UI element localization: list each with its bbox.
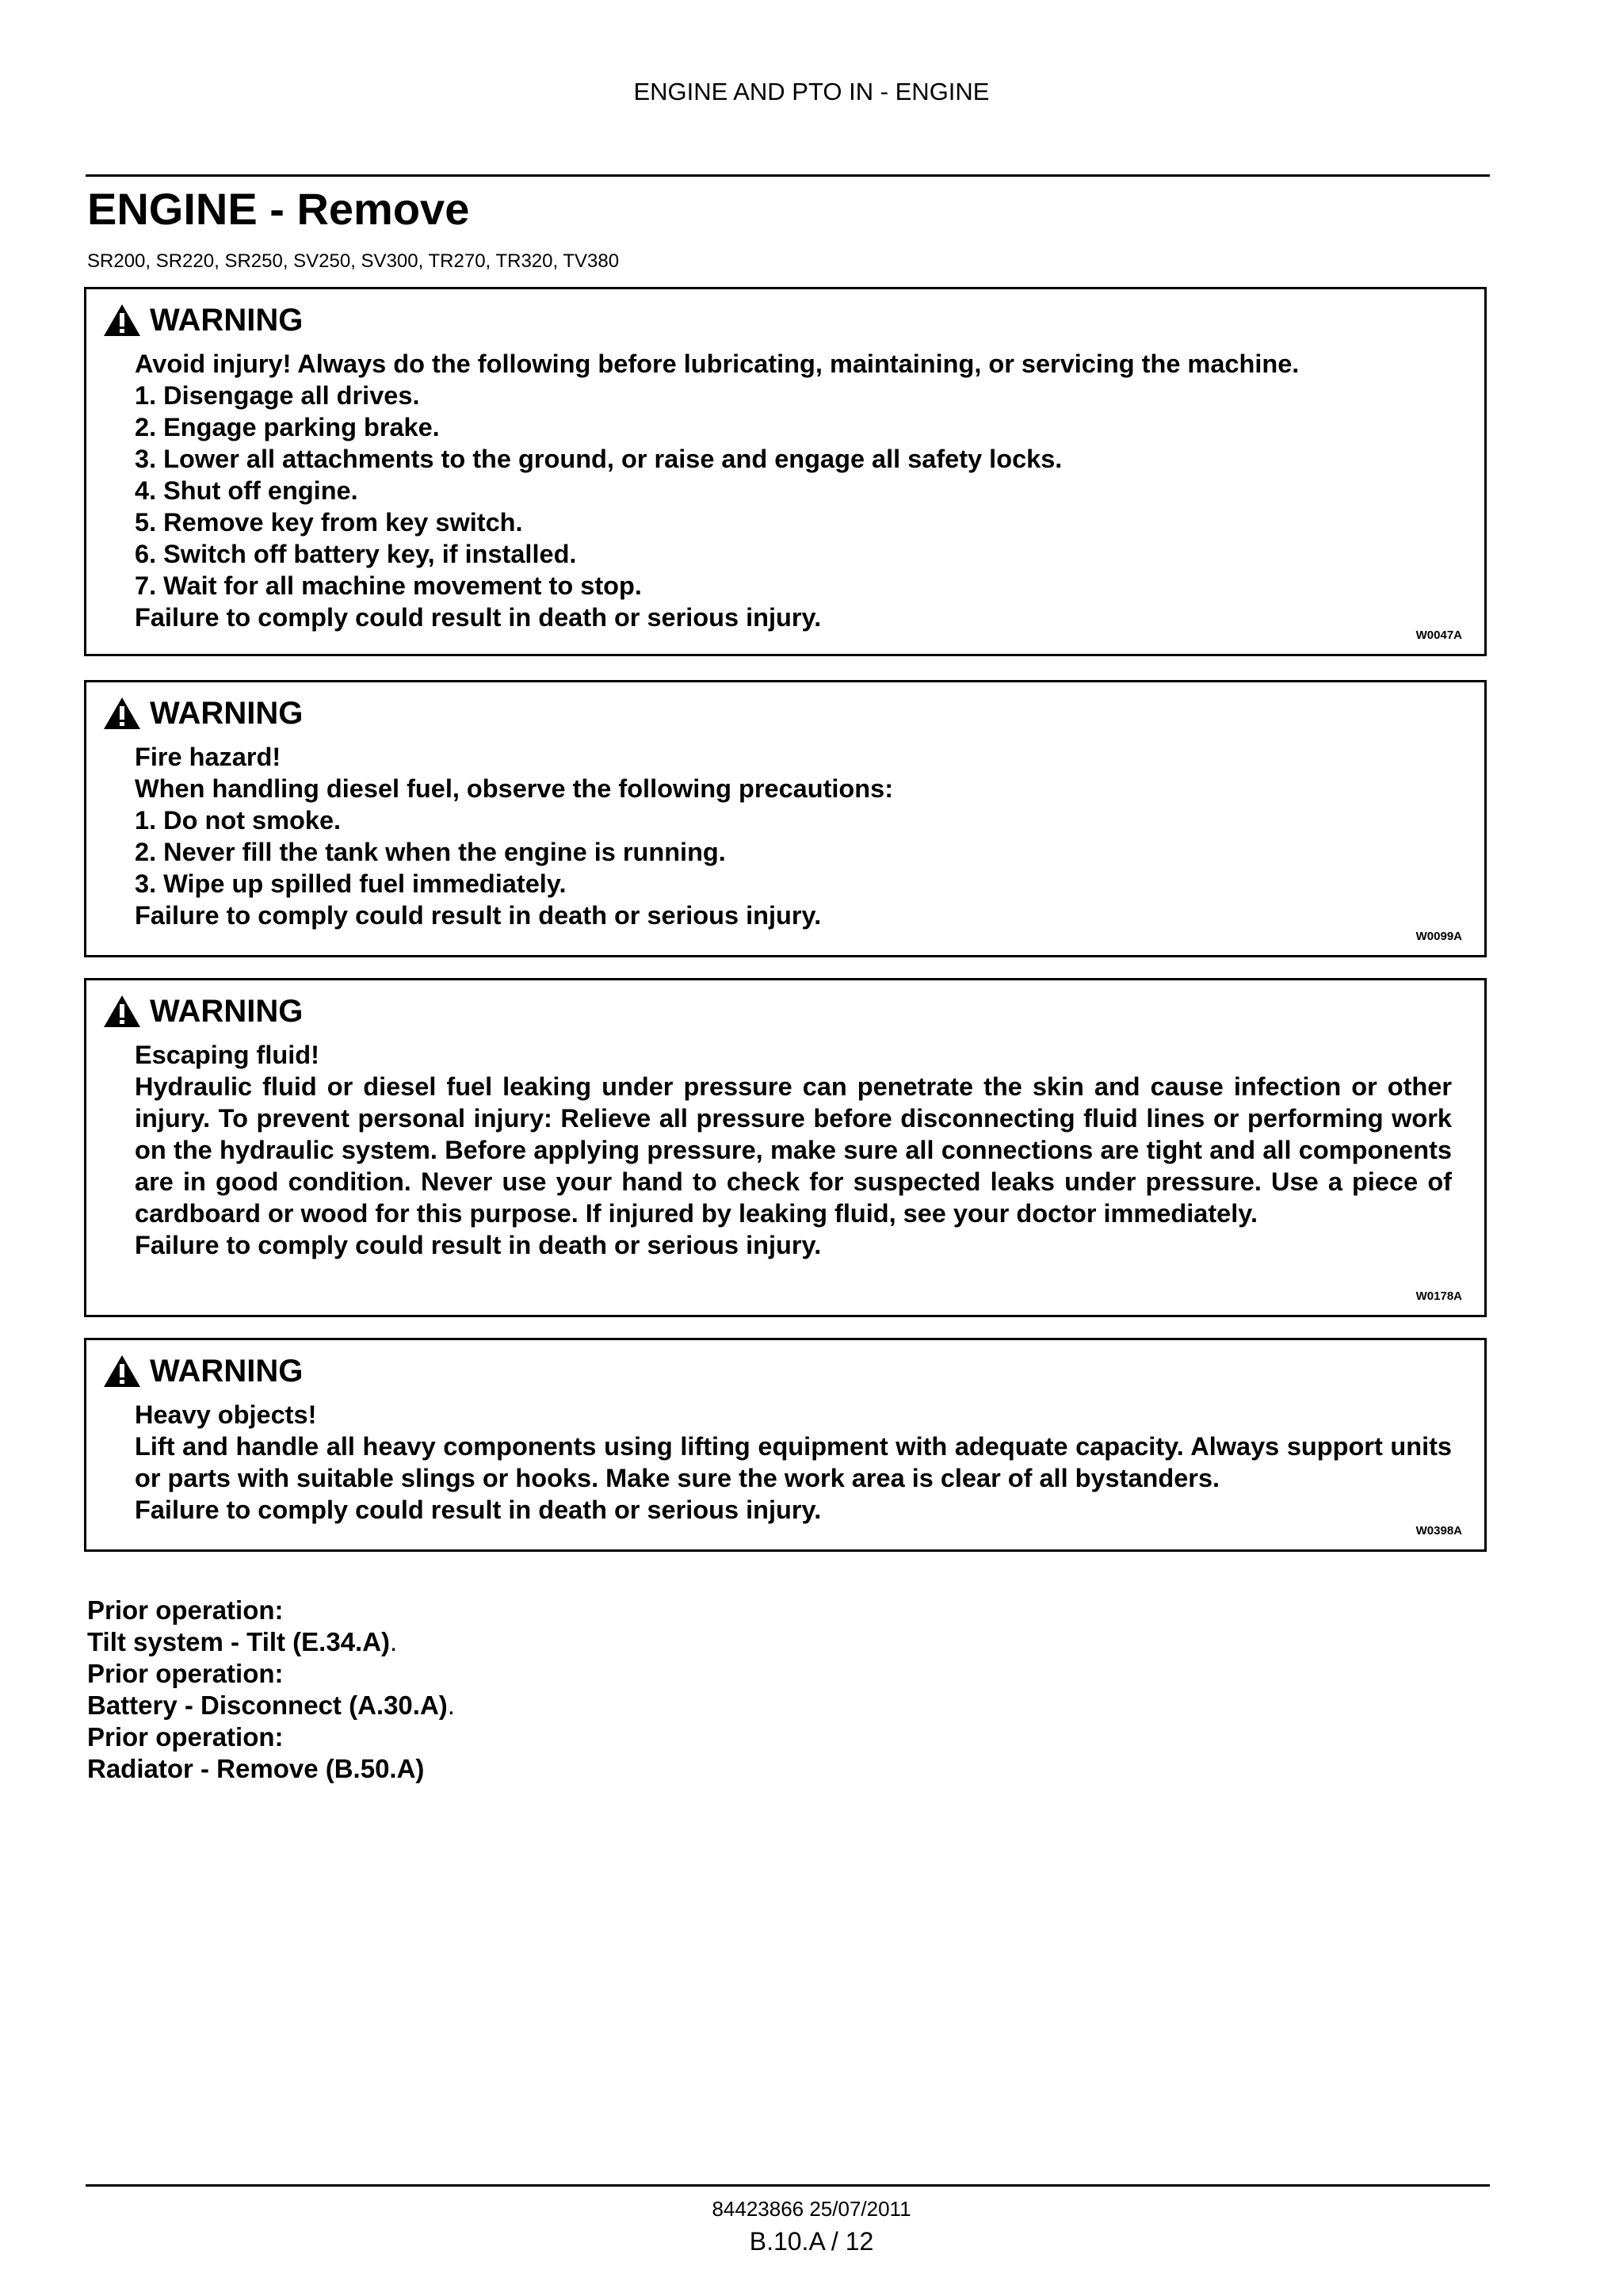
footer-document-reference: 84423866 25/07/2011: [712, 2197, 911, 2221]
punctuation: .: [447, 1690, 455, 1720]
warning-body: [135, 348, 1452, 633]
warning-header: [102, 299, 303, 342]
warning-line: 5. Remove key from key switch.: [135, 508, 523, 537]
prior-operation-label: Prior operation:: [87, 1659, 284, 1688]
warning-header: [102, 692, 303, 735]
warning-body: [135, 741, 1452, 931]
warning-line: Fire hazard!: [135, 743, 281, 771]
warning-label: WARNING: [150, 696, 304, 731]
warning-line: When handling diesel fuel, observe the following precautions:: [135, 774, 894, 803]
warning-line: Avoid injury! Always do the following before lubricating, maintaining, or servicing the machine.: [135, 350, 1300, 378]
prior-operation-label: Prior operation:: [87, 1722, 284, 1752]
warning-body: [135, 1399, 1452, 1526]
prior-operation-link-radiator[interactable]: Radiator - Remove (B.50.A): [87, 1754, 425, 1783]
page-title: ENGINE - Remove: [87, 184, 470, 234]
warning-box-w0178a: [84, 978, 1487, 1317]
prior-operations: [87, 1595, 455, 1785]
warning-box-w0047a: [84, 287, 1487, 656]
warning-line: 2. Engage parking brake.: [135, 413, 440, 441]
warning-box-w0398a: [84, 1338, 1487, 1552]
warning-triangle-icon: [102, 994, 142, 1029]
warning-line: Heavy objects!: [135, 1400, 317, 1429]
prior-operation-label: Prior operation:: [87, 1595, 284, 1625]
prior-operation-link-tilt[interactable]: Tilt system - Tilt (E.34.A): [87, 1627, 391, 1656]
warning-label: WARNING: [150, 303, 304, 338]
header-rule: [86, 174, 1490, 177]
prior-operation-row: [87, 1626, 455, 1658]
warning-line: Failure to comply could result in death or serious injury.: [135, 901, 822, 930]
warning-code: W0398A: [1415, 1524, 1462, 1538]
warning-paragraph: Hydraulic fluid or diesel fuel leaking under pressure can penetrate the skin and cause infection or other injury. To prevent personal injury: Relieve all pressure before disconnecting fluid lines or performing work on the hydraulic system. Before applying pressure, make sure all connections are tight and all components are in good condition. Never use your hand to check for suspected leaks under pressure. Use a piece of cardboard or wood for this purpose. If injured by leaking fluid, see your doctor immediately.: [135, 1072, 1452, 1228]
warning-line: 2. Never fill the tank when the engine is running.: [135, 838, 726, 866]
warning-code: W0099A: [1415, 930, 1462, 943]
model-list: SR200, SR220, SR250, SV250, SV300, TR270, TR320, TV380: [87, 250, 620, 272]
warning-header: [102, 1350, 303, 1392]
warning-line: 1. Do not smoke.: [135, 806, 342, 835]
warning-line: 7. Wait for all machine movement to stop.: [135, 571, 642, 600]
warning-body: [135, 1039, 1452, 1261]
punctuation: .: [390, 1627, 398, 1656]
warning-header: [102, 990, 303, 1033]
warning-triangle-icon: [102, 1354, 142, 1389]
running-header: ENGINE AND PTO IN - ENGINE: [633, 78, 990, 105]
warning-code: W0047A: [1415, 628, 1462, 642]
warning-line: 6. Switch off battery key, if installed.: [135, 540, 577, 568]
warning-label: WARNING: [150, 994, 304, 1029]
warning-triangle-icon: [102, 303, 142, 338]
warning-line: 3. Lower all attachments to the ground, or raise and engage all safety locks.: [135, 445, 1063, 473]
warning-line: Failure to comply could result in death or serious injury.: [135, 1231, 822, 1259]
footer-page-number: B.10.A / 12: [749, 2227, 874, 2256]
warning-line: Failure to comply could result in death or serious injury.: [135, 603, 822, 632]
warning-label: WARNING: [150, 1354, 304, 1389]
warning-line: 3. Wipe up spilled fuel immediately.: [135, 869, 567, 898]
footer-rule: [86, 2184, 1490, 2187]
warning-box-w0099a: [84, 680, 1487, 957]
prior-operation-link-battery[interactable]: Battery - Disconnect (A.30.A): [87, 1690, 448, 1720]
warning-line: 4. Shut off engine.: [135, 476, 358, 505]
warning-line: Failure to comply could result in death or serious injury.: [135, 1496, 822, 1524]
warning-code: W0178A: [1415, 1289, 1462, 1303]
warning-paragraph: Lift and handle all heavy components using lifting equipment with adequate capacity. Always support units or parts with suitable slings or hooks. Make sure the work area is clear of all bystanders.: [135, 1432, 1452, 1492]
prior-operation-row: [87, 1690, 455, 1721]
prior-operation-row: [87, 1753, 455, 1785]
warning-line: 1. Disengage all drives.: [135, 381, 420, 410]
warning-triangle-icon: [102, 696, 142, 731]
warning-line: Escaping fluid!: [135, 1041, 319, 1069]
